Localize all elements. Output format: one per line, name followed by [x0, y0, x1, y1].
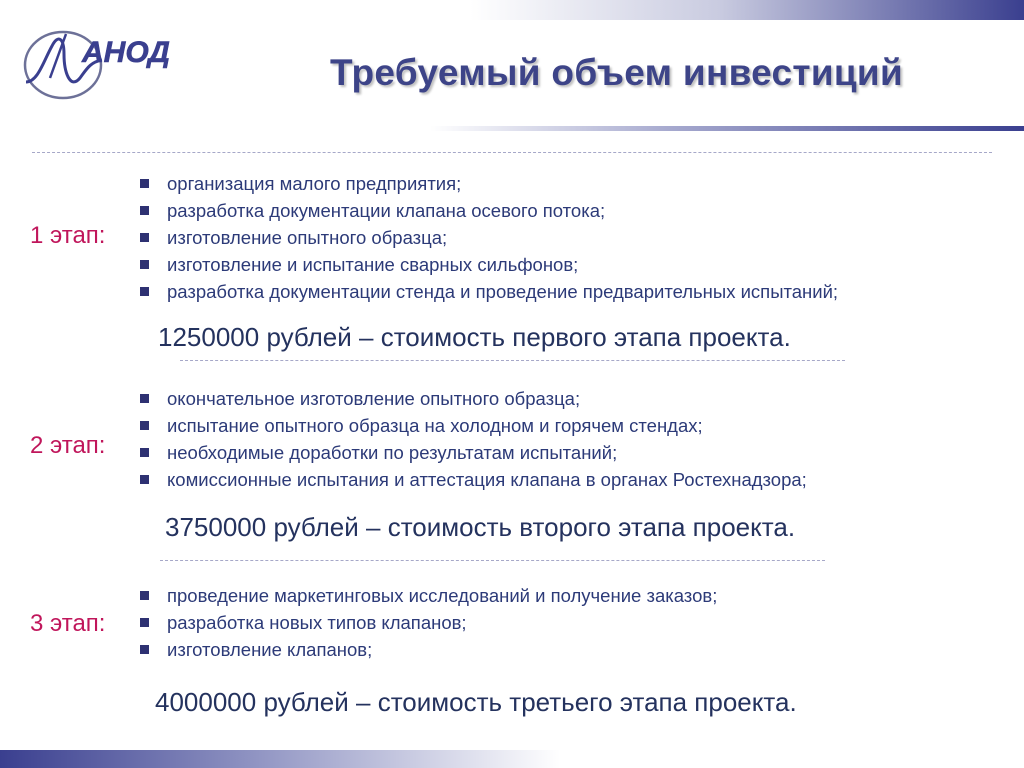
divider-stage-2	[160, 560, 825, 561]
divider-stage-1	[180, 360, 845, 361]
stage-2-item-text: испытание опытного образца на холодном и горячем стендах;	[167, 415, 703, 436]
stage-3-item	[138, 636, 717, 663]
stage-2-item	[138, 466, 807, 493]
stage-1-items	[138, 170, 838, 305]
anod-logo	[20, 20, 210, 102]
stage-1-item	[138, 251, 838, 278]
stage-1-item-text: организация малого предприятия;	[167, 173, 462, 194]
stage-1-item-text: изготовление и испытание сварных сильфонов;	[167, 254, 579, 275]
stage-3-item-text: разработка новых типов клапанов;	[167, 612, 467, 633]
stage-3-items	[138, 582, 717, 663]
stage-3-item-text: изготовление клапанов;	[167, 639, 373, 660]
bullet-square-icon	[140, 287, 149, 296]
bullet-square-icon	[140, 448, 149, 457]
stage-1-cost: 1250000 рублей – стоимость первого этапа проекта.	[158, 322, 791, 352]
bullet-square-icon	[140, 645, 149, 654]
stage-2-cost: 3750000 рублей – стоимость второго этапа проекта.	[165, 512, 796, 542]
stage-3-item-text: проведение маркетинговых исследований и получение заказов;	[167, 585, 718, 606]
stage-1-item-text: разработка документации стенда и проведение предварительных испытаний;	[167, 281, 839, 302]
stage-3-item	[138, 609, 717, 636]
bullet-square-icon	[140, 618, 149, 627]
stage-1-item	[138, 170, 838, 197]
bullet-square-icon	[140, 179, 149, 188]
bullet-square-icon	[140, 394, 149, 403]
stage-1-item	[138, 278, 838, 305]
bullet-square-icon	[140, 591, 149, 600]
stage-2-item	[138, 385, 807, 412]
bullet-square-icon	[140, 260, 149, 269]
stage-2-label: 2 этап:	[30, 432, 106, 459]
bottom-decor-band	[0, 750, 560, 768]
stage-2-items	[138, 385, 807, 493]
bullet-square-icon	[140, 421, 149, 430]
stage-2-item	[138, 412, 807, 439]
stage-2-item-text: необходимые доработки по результатам испытаний;	[167, 442, 618, 463]
divider-top	[32, 152, 992, 153]
stage-3-cost: 4000000 рублей – стоимость третьего этапа проекта.	[155, 687, 797, 717]
stage-2-item-text: окончательное изготовление опытного образца;	[167, 388, 581, 409]
title-underline	[430, 126, 1024, 131]
stage-1-item	[138, 197, 838, 224]
stage-3-item	[138, 582, 717, 609]
stage-2-item	[138, 439, 807, 466]
bullet-square-icon	[140, 233, 149, 242]
stage-1-item	[138, 224, 838, 251]
bullet-square-icon	[140, 475, 149, 484]
stage-2-item-text: комиссионные испытания и аттестация клапана в органах Ростехнадзора;	[167, 469, 807, 490]
bullet-square-icon	[140, 206, 149, 215]
stage-1-label: 1 этап:	[30, 222, 106, 249]
anod-logo-mark	[20, 20, 210, 102]
stage-1-item-text: разработка документации клапана осевого потока;	[167, 200, 606, 221]
page-title: Требуемый объем инвестиций	[330, 52, 904, 93]
stage-3-label: 3 этап:	[30, 610, 106, 637]
stage-1-item-text: изготовление опытного образца;	[167, 227, 448, 248]
top-decor-band	[470, 0, 1024, 20]
logo-text: АНОД	[82, 36, 170, 69]
